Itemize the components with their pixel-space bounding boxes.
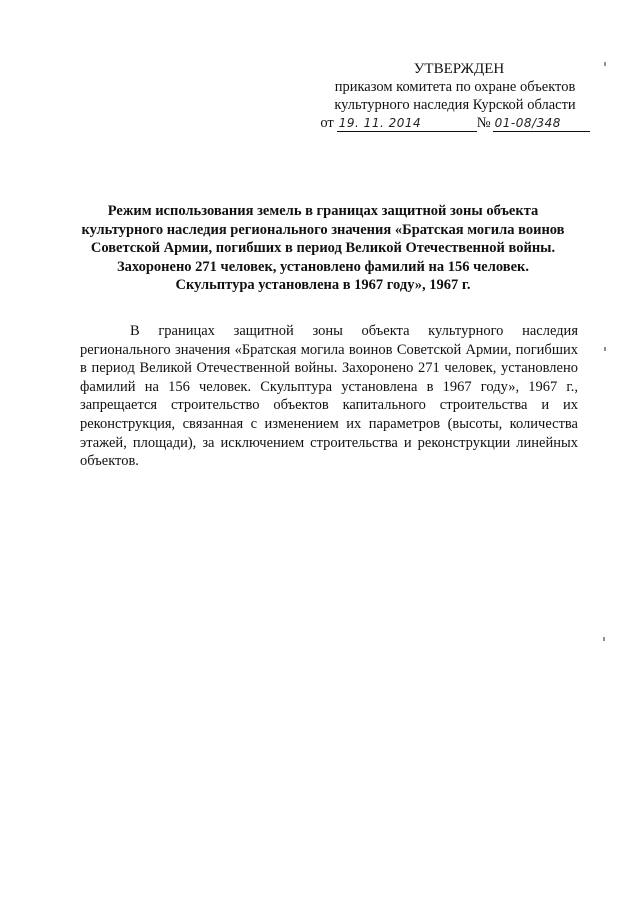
number-prefix: № — [476, 115, 491, 131]
date-prefix: от — [320, 115, 334, 131]
approval-heading: УТВЕРЖДЕН — [413, 61, 505, 77]
approval-date-number-row — [320, 114, 590, 132]
document-body-paragraph: В границах защитной зоны объекта культурного наследия регионального значения «Братская могила воинов Советской Армии, погибших в период Великой Отечественной войны. Захоронено 271 человек, установлено фамилий на 156 человек. Скульптура установлена в 1967 году», 1967 г., запрещается строительство объектов капитального строительства и их реконструкция, связанная с изменением их параметров (высоты, количества этажей, площади), за исключением строительства и реконструкции линейных объектов. — [80, 323, 578, 470]
handwritten-number: 01-08/348 — [493, 116, 590, 132]
scan-artifact-mark — [604, 347, 606, 351]
approval-line-2: культурного наследия Курской области — [334, 97, 576, 113]
approval-stamp-block — [320, 60, 590, 132]
document-title: Режим использования земель в границах защитной зоны объекта культурного наследия регионального значения «Братская могила воинов Советской Армии, погибших в период Великой Отечественной войны. Захоронено 271 человек, установлено фамилий на 156 человек. Скульптура установлена в 1967 году», 1967 г. — [81, 203, 565, 293]
handwritten-date: 19. 11. 2014 — [337, 116, 477, 132]
scan-artifact-mark — [604, 62, 606, 66]
scan-artifact-mark — [603, 637, 605, 641]
approval-line-1: приказом комитета по охране объектов — [334, 79, 576, 95]
